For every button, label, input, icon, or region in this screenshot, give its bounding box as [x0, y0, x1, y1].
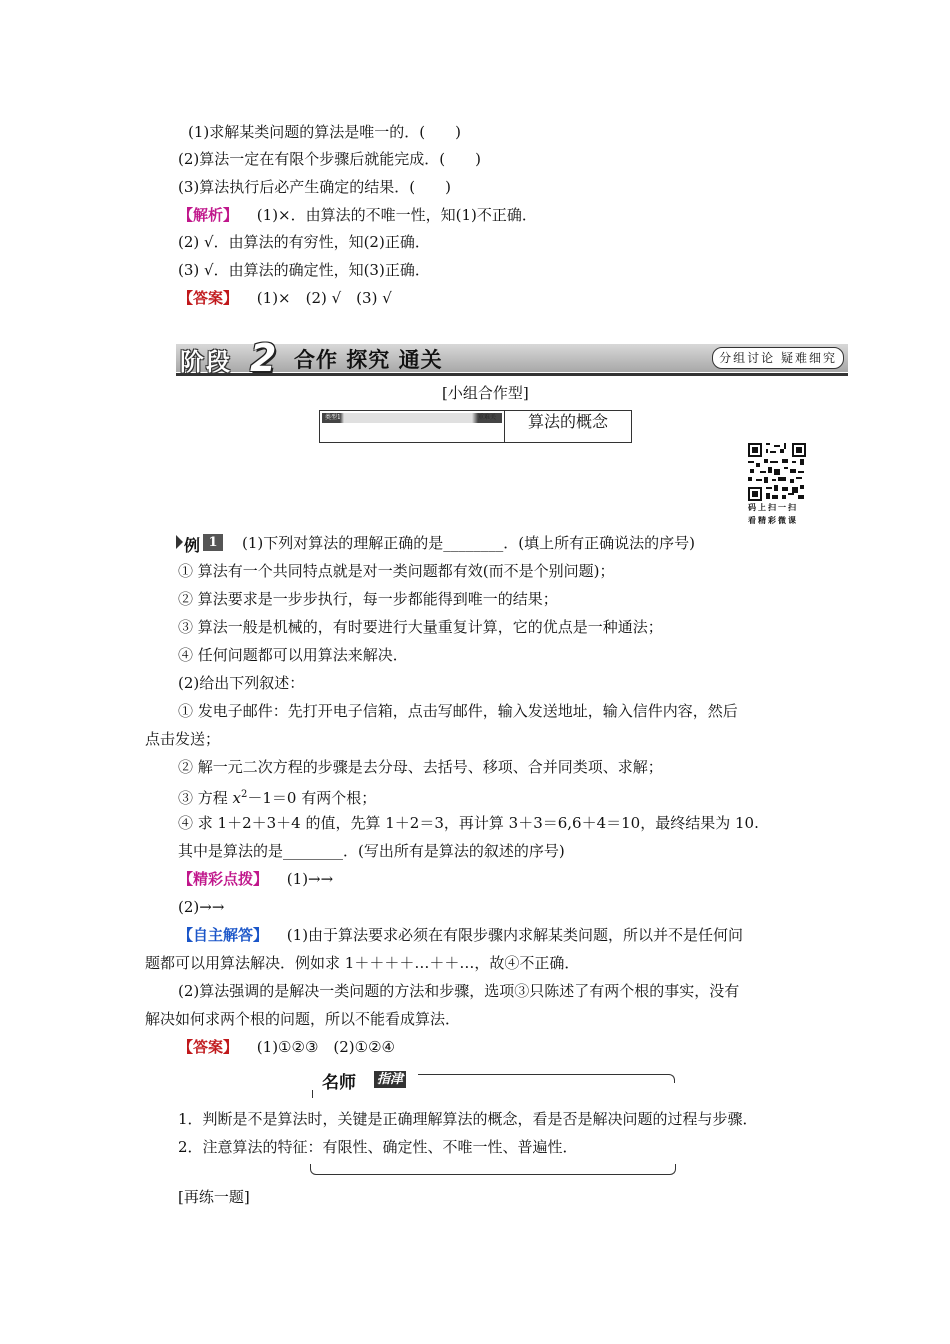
- self-answer-text-1: (1)由于算法要求必须在有限步骤内求解某类问题，所以并不是任何问: [286, 926, 744, 944]
- type-box: [319, 410, 632, 443]
- example-label: [176, 533, 232, 555]
- analysis-line-2: (2) √．由算法的有穷性，知(2)正确．: [178, 233, 430, 251]
- type-box-strip: [322, 413, 502, 423]
- equation-prefix: ③ 方程: [178, 789, 233, 807]
- analysis-line-1: [178, 204, 537, 226]
- hint-line-2: (2)→→: [178, 898, 225, 916]
- example-part1-intro: (1)下列对算法的理解正确的是________．(填上所有正确说法的序号): [242, 534, 695, 552]
- self-answer-tag: 【自主解答】: [178, 926, 269, 944]
- example-part2-item: ④ 求 1＋2＋3＋4 的值，先算 1＋2＝3，再计算 3＋3＝6,6＋4＝10，最终结果为 10.: [178, 814, 759, 832]
- banner-title: 合作 探究 通关: [294, 348, 443, 372]
- example-part1-item: ④ 任何问题都可以用算法来解决．: [178, 646, 408, 664]
- self-answer-line-1: [178, 924, 743, 946]
- guide-frame-top: [418, 1074, 675, 1083]
- type-tag-right: 重难关: [478, 414, 497, 421]
- example-part2-item: [178, 784, 376, 809]
- example-part2-item: ② 解一元二次方程的步骤是去分母、去括号、移项、合并同类项、求解；: [178, 758, 663, 776]
- stage-banner: [176, 336, 848, 380]
- guide-item: 1．判断是不是算法时，关键是正确理解算法的概念，看是否是解决问题的过程与步骤．: [178, 1110, 758, 1128]
- answer-tag: 【答案】: [178, 289, 239, 307]
- hint-text-1: (1)→→: [286, 870, 334, 888]
- answer-text: (1)× (2) √ (3) √: [256, 289, 392, 307]
- banner-stage-label: 阶段: [180, 348, 232, 376]
- guide-frame-left: [312, 1090, 313, 1098]
- analysis-line-3: (3) √．由算法的确定性，知(3)正确．: [178, 261, 430, 279]
- banner-subtitle: 分组讨论 疑难细究: [712, 347, 844, 369]
- analysis-tag: 【解析】: [178, 206, 239, 224]
- example-part2-item: ① 发电子邮件：先打开电子信箱，点击写邮件，输入发送地址，输入信件内容，然后: [178, 702, 738, 720]
- example-label-text: 例: [184, 536, 201, 555]
- answer2-tag: 【答案】: [178, 1038, 239, 1056]
- banner-stage-number: 2: [250, 336, 277, 380]
- answer2-text: (1)①②③ (2)①②④: [256, 1038, 395, 1056]
- equation-exponent: 2: [241, 789, 248, 800]
- self-answer-line-2: 题都可以用算法解决．例如求 1＋＋＋＋…＋＋…，故④不正确．: [145, 954, 580, 972]
- hint-tag: 【精彩点拨】: [178, 870, 269, 888]
- self-answer-line-3: (2)算法强调的是解决一类问题的方法和步骤，选项③只陈述了有两个根的事实，没有: [178, 982, 740, 1000]
- example-part1-item: ① 算法有一个共同特点就是对一类问题都有效(而不是个别问题)；: [178, 562, 615, 580]
- question-2: (2)算法一定在有限个步骤后就能完成．( ): [178, 150, 481, 168]
- question-1: (1)求解某类问题的算法是唯一的．( ): [188, 123, 461, 141]
- guide-badge: 指津: [374, 1071, 406, 1088]
- question-3: (3)算法执行后必产生确定的结果．( ): [178, 178, 451, 196]
- guide-title: 名师: [322, 1073, 356, 1093]
- equation-suffix: －1＝0 有两个根；: [247, 789, 377, 807]
- qr-caption-1: 码上扫一扫: [748, 503, 798, 512]
- qr-code-icon[interactable]: [748, 443, 806, 501]
- qr-caption-2: 看精彩微课: [748, 516, 798, 525]
- example-arrow-icon: [176, 535, 183, 549]
- type-tag: 类型1: [325, 414, 341, 421]
- example-part2-question: 其中是算法的是________．(写出所有是算法的叙述的序号): [178, 842, 565, 860]
- group-type-heading: [小组合作型]: [442, 384, 529, 402]
- hint-line-1: [178, 868, 333, 890]
- self-answer-line-4: 解决如何求两个根的问题，所以不能看成算法．: [145, 1010, 461, 1028]
- example-part2-item-cont: 点击发送；: [145, 730, 221, 748]
- example-number: 1: [203, 534, 223, 551]
- example-part1-item: ② 算法要求是一步步执行，每一步都能得到唯一的结果；: [178, 590, 558, 608]
- banner-underline: [176, 373, 848, 376]
- guide-item: 2．注意算法的特征：有限性、确定性、不唯一性、普遍性．: [178, 1138, 578, 1156]
- answer-line: [178, 287, 392, 309]
- type-box-title: 算法的概念: [527, 412, 608, 431]
- equation-variable: x: [232, 789, 242, 807]
- guide-frame-bottom: [310, 1164, 676, 1175]
- guide-header: [312, 1066, 422, 1092]
- answer2-line: [178, 1036, 395, 1058]
- example-part2-intro: (2)给出下列叙述：: [178, 674, 305, 692]
- analysis-text-1: (1)×．由算法的不唯一性，知(1)不正确．: [256, 206, 537, 224]
- example-part1-item: ③ 算法一般是机械的，有时要进行大量重复计算，它的优点是一种通法；: [178, 618, 663, 636]
- practice-heading: [再练一题]: [178, 1188, 250, 1206]
- type-box-label-cell: [320, 411, 505, 442]
